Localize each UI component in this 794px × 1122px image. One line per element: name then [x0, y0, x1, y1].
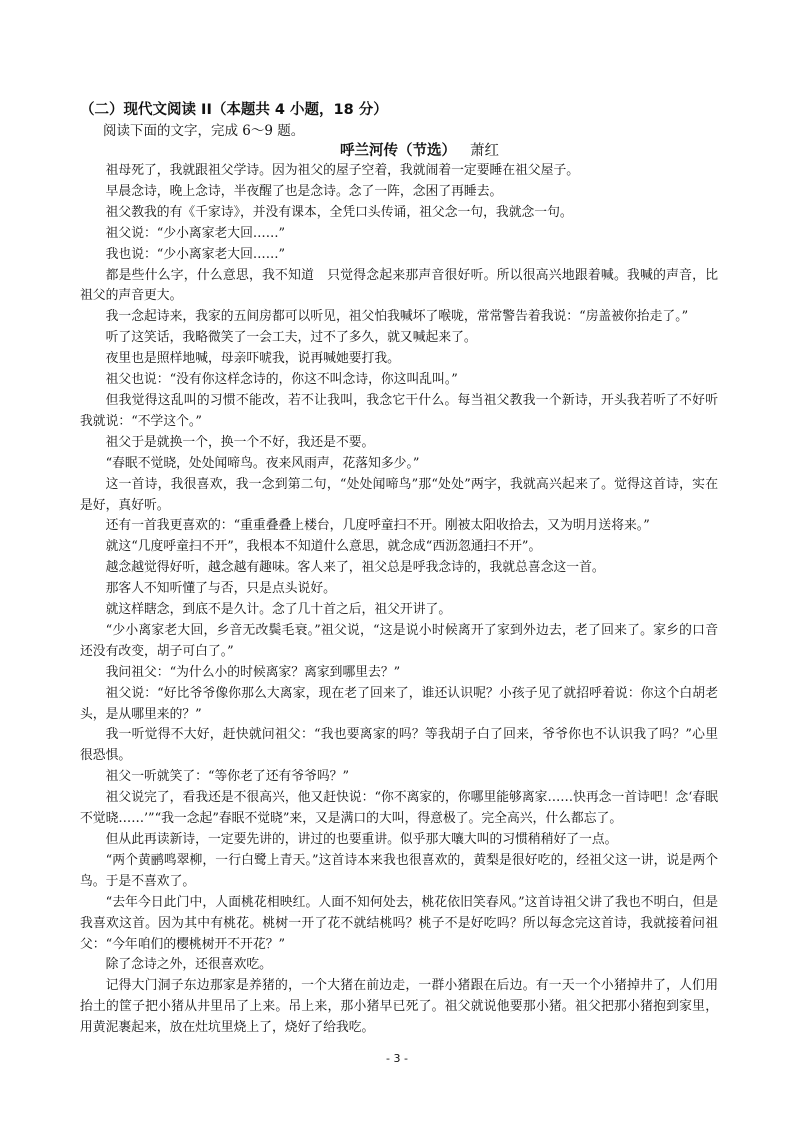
paragraph: 但我觉得这乱叫的习惯不能改，若不让我叫，我念它干什么。每当祖父教我一个新诗，开头我若听了不好听 我就说：“不学这个。” [80, 392, 718, 429]
paragraph: 祖父一听就笑了：“等你老了还有爷爷吗？” [105, 769, 350, 785]
paragraph: “春眠不觉晓，处处闻啼鸟。夜来风雨声，花落知多少。” [105, 455, 420, 471]
paragraph: 这一首诗，我很喜欢，我一念到第二句，“处处闻啼鸟”那“处处”两字，我就高兴起来了。觉得这首诗，实在是好，真好听。 [80, 476, 718, 513]
paragraph: 除了念诗之外，还很喜欢吃。 [105, 957, 272, 973]
paragraph: 我一念起诗来，我家的五间房都可以听见，祖父怕我喊坏了喉咙，常常警告着我说：“房盖被你抬走了。” [105, 309, 689, 325]
paragraph: 早晨念诗，晚上念诗，半夜醒了也是念诗。念了一阵，念困了再睡去。 [105, 183, 503, 199]
reading-instruction: 阅读下面的文字，完成 6～9 题。 [103, 123, 305, 139]
paragraph: 都是些什么字，什么意思，我不知道 只觉得念起来那声音很好听。所以很高兴地跟着喊。我喊的声音，比祖父的声音更大。 [80, 267, 718, 304]
paragraph: “两个黄鹂鸣翠柳，一行白鹭上青天。”这首诗本来我也很喜欢的，黄梨是很好吃的，经祖父这一讲，说是两个鸟。于是不喜欢了。 [80, 852, 718, 889]
paragraph: 但从此再读新诗，一定要先讲的，讲过的也要重讲。似乎那大嚷大叫的习惯稍稍好了一点。 [105, 832, 618, 847]
paragraph: 我一听觉得不大好，赶快就问祖父：“我也要离家的吗？等我胡子白了回来，爷爷你也不认识我了吗？”心里很恐惧。 [80, 727, 718, 764]
paragraph: 祖父教我的有《千家诗》，并没有课本，全凭口头传诵，祖父念一句，我就念一句。 [105, 204, 573, 220]
paragraph: 还有一首我更喜欢的：“重重叠叠上楼台，几度呼童扫不开。刚被太阳收拾去，又为明月送将来。” [105, 518, 650, 534]
paragraph: 祖父也说：“没有你这样念诗的，你这不叫念诗，你这叫乱叫。” [105, 372, 458, 388]
paragraph: “去年今日此门中，人面桃花相映红。人面不知何处去，桃花依旧笑春风。”这首诗祖父讲了我也不明白，但是我喜欢这首。因为其中有桃花。桃树一开了花不就结桃吗？桃子不是好吃吗？所以每念完这首诗，我就接着问祖父：“今年咱们的樱桃树开不开花？” [80, 894, 718, 952]
paragraph: 祖父说：“好比爷爷像你那么大离家，现在老了回来了，谁还认识呢？小孩子见了就招呼着说：你这个白胡老头，是从哪里来的？” [80, 685, 718, 722]
paragraph: 祖父说：“少小离家老大回……” [105, 225, 286, 241]
paragraph: 夜里也是照样地喊，母亲吓唬我，说再喊她要打我。 [105, 351, 400, 367]
paragraph: 听了这笑话，我略微笑了一会工夫，过不了多久，就又喊起来了。 [105, 330, 477, 346]
passage-title-row [340, 141, 499, 161]
passage-author: 萧红 [470, 143, 499, 159]
section-heading: （二）现代文阅读 II（本题共 4 小题，18 分） [80, 102, 388, 118]
paragraph: 祖父说完了，看我还是不很高兴，他又赶快说：“你不离家的，你哪里能够离家……快再念一首诗吧！念‘春眠不觉晓……’”“我一念起”春眠不觉晓”来，又是满口的大叫，得意极了。完全高兴，什么都忘了。 [80, 790, 718, 827]
passage-body [80, 161, 718, 1039]
page-number: - 3 - [386, 1052, 408, 1065]
paragraph: 我也说：“少小离家老大回……” [105, 246, 286, 262]
paragraph: 就这样瞎念，到底不是久计。念了几十首之后，祖父开讲了。 [105, 602, 452, 618]
paragraph: 我问祖父：“为什么小的时候离家？离家到哪里去？” [105, 664, 401, 680]
paragraph: “少小离家老大回，乡音无改鬓毛衰。”祖父说，“这是说小时候离开了家到外边去，老了回来了。家乡的口音还没有改变，胡子可白了。” [80, 622, 718, 659]
paragraph: 祖父于是就换一个，换一个不好，我还是不要。 [105, 434, 375, 450]
paragraph: 就这“几度呼童扫不开”，我根本不知道什么意思，就念成“西沥忽通扫不开”。 [105, 539, 542, 555]
paragraph: 祖母死了，我就跟祖父学诗。因为祖父的屋子空着，我就闹着一定要睡在祖父屋子。 [105, 163, 580, 178]
paragraph: 那客人不知听懂了与否，只是点头说好。 [105, 581, 336, 597]
paragraph: 记得大门洞子东边那家是养猪的，一个大猪在前边走，一群小猪跟在后边。有一天一个小猪掉井了，人们用抬土的筐子把小猪从井里吊了上来。吊上来，那小猪早已死了。祖父就说他要那小猪。祖父把那小猪抱到家里，用黄泥裹起来，放在灶坑里烧上了，烧好了给我吃。 [80, 978, 718, 1036]
passage-title: 呼兰河传（节选） [340, 143, 456, 159]
paragraph: 越念越觉得好听，越念越有趣味。客人来了，祖父总是呼我念诗的，我就总喜念这一首。 [105, 560, 605, 576]
